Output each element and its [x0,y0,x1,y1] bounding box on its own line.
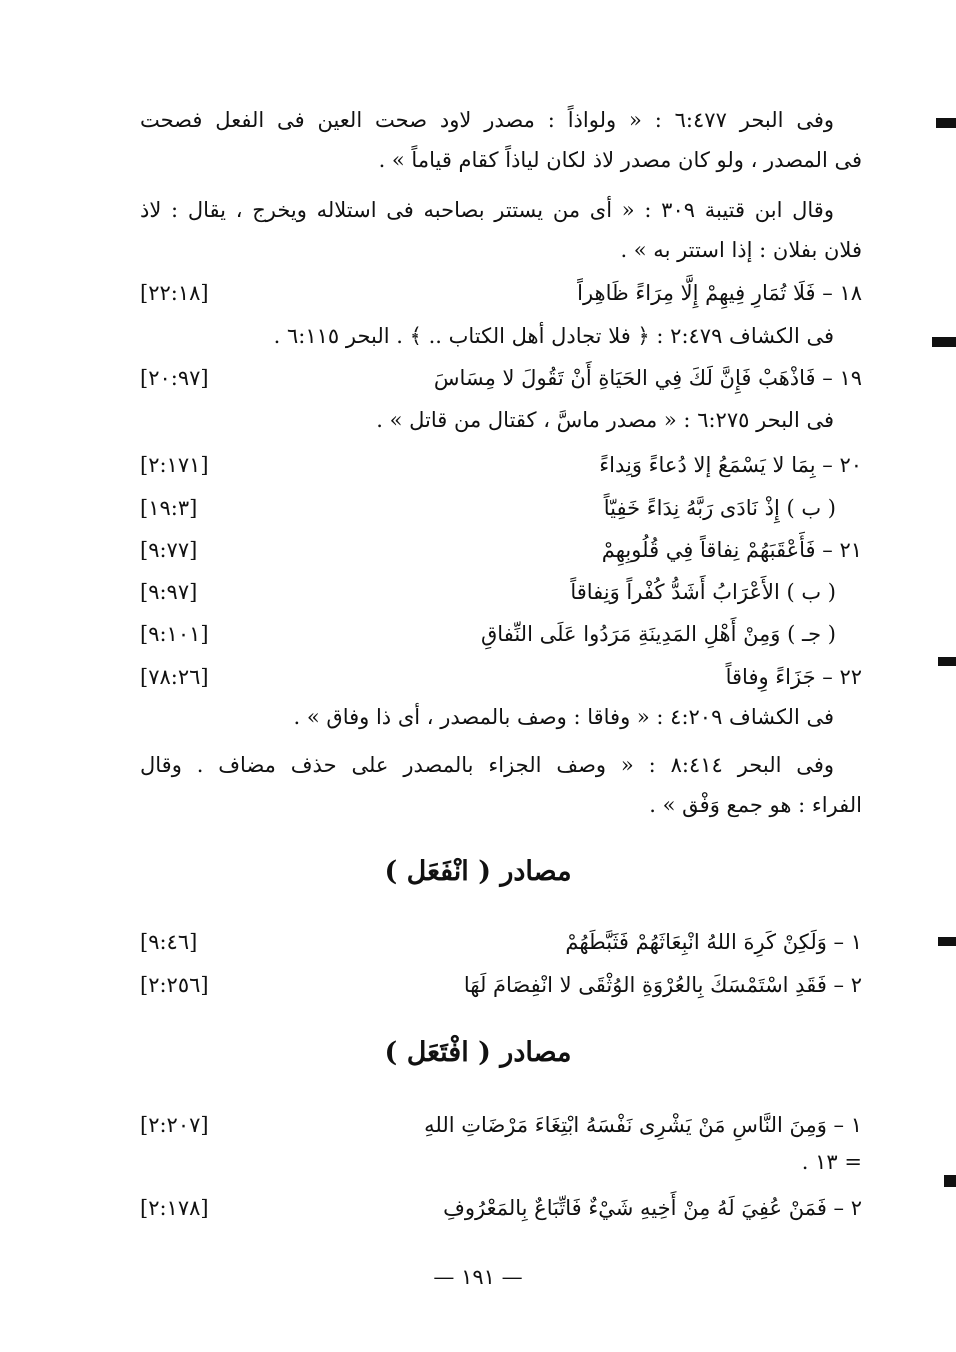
paragraph-line: فلان بفلان : إذا استتر به » . [620,238,862,262]
verse-reference: [٩:١٠١] [140,622,209,646]
verse-text: ٢٢ – جَزَاءً وِفاقاً [725,665,862,689]
verse-entry [140,614,862,654]
scan-edge-mark [932,337,956,347]
verse-text: ٢ – فَمَنْ عُفِيَ لَهُ مِنْ أَخِيهِ شَيْءٌ فَاتِّبَاعٌ بِالمَعْرُوفِ [443,1196,862,1220]
verse-reference: [٩:٩٧] [140,580,198,604]
commentary-note: فى الكشاف ٢:٤٧٩ : ﴿ فلا تجادل أهل الكتاب .. ﴾ . البحر ٦:١١٥ . [273,324,834,348]
verse-reference: [٢:٢٠٧] [140,1113,209,1137]
verse-entry [140,965,862,1005]
verse-text: ١٨ – فَلَا تُمَارِ فِيهِمْ إِلَّا مِرَاءً ظَاهِراً [577,281,862,305]
verse-reference: [٢:١٧١] [140,453,209,477]
section-heading: مصادر ( انْفَعَل ) [384,856,572,887]
verse-entry [140,273,862,313]
verse-entry [140,358,862,398]
page-number: — ١٩١ — [433,1265,523,1289]
commentary-note: الفراء : هو جمع وَفْق » . [649,793,862,817]
verse-entry [140,657,862,697]
verse-entry [140,1188,862,1228]
verse-entry [140,922,862,962]
verse-text: ٢٠ – بِمَا لا يَسْمَعُ إلا دُعاءً وَنِداءً [599,453,862,477]
verse-reference: [٩:٧٧] [140,538,198,562]
scan-edge-mark [938,657,956,666]
verse-reference: [٩:٤٦] [140,930,198,954]
scan-edge-mark [938,937,956,946]
verse-text: ٢ – فَقَدِ اسْتَمْسَكَ بِالعُرْوَةِ الوُثْقَى لا انْفِصَامَ لَهَا [463,973,862,997]
paragraph-line: فى المصدر ، ولو كان مصدر لاذ لكان لياذاً كقام قياماً » . [378,148,862,172]
verse-entry [140,530,862,570]
verse-reference: [١٩:٣] [140,496,198,520]
paragraph-line: وقال ابن قتيبة ٣٠٩ : « أى من يستتر بصاحبه فى استلاله ويخرج ، يقال : لاذ [140,198,834,222]
commentary-note: وفى البحر ٨:٤١٤ : « وصف الجزاء بالمصدر على حذف مضاف . وقال [140,753,834,777]
verse-text: ( جـ ) وَمِنْ أَهْلِ المَدِينَةِ مَرَدُوا عَلَى النِّفاقِ [481,622,836,646]
verse-text: ٢١ – فَأَعْقَبَهُمْ نِفاقاً فِي قُلُوبِهِمْ [601,538,862,562]
commentary-note: فى الكشاف ٤:٢٠٩ : « وفاقا : وصف بالمصدر ، أى ذا وفاق » . [293,705,834,729]
commentary-note: فى البحر ٦:٢٧٥ : « مصدر ماسَّ ، كقتال من قاتل » . [376,408,834,432]
paragraph-line: وفى البحر ٦:٤٧٧ : « ولواذاً : مصدر لاود صحت العين فى الفعل فصحت [140,108,834,132]
continuation-mark: = ١٣ . [801,1150,862,1174]
verse-entry [140,445,862,485]
verse-entry [140,572,862,612]
verse-reference: [٢٠:٩٧] [140,366,209,390]
verse-text: ١ – وَلَكِنْ كَرِهَ اللهُ انْبِعَاثَهُمْ فَثَبَّطَهُمْ [565,930,862,954]
verse-entry [140,1105,862,1145]
verse-text: ( ب ) الأَعْرَابُ أَشَدُّ كُفْراً وَنِفاقاً [570,580,836,604]
scan-edge-mark [944,1175,956,1187]
verse-entry [140,488,862,528]
verse-reference: [٢:١٧٨] [140,1196,209,1220]
scan-edge-mark [936,118,956,128]
section-heading: مصادر ( افْتَعَل ) [384,1037,572,1068]
verse-reference: [٢٢:١٨] [140,281,209,305]
verse-text: ١٩ – فَاذْهَبْ فَإِنَّ لَكَ فِي الحَيَاةِ أَنْ تَقُولَ لا مِسَاسَ [433,366,862,390]
verse-reference: [٧٨:٢٦] [140,665,209,689]
verse-reference: [٢:٢٥٦] [140,973,209,997]
verse-text: ١ – وَمِنَ النَّاسِ مَنْ يَشْرِى نَفْسَهُ ابْتِغَاءَ مَرْضَاتِ اللهِ [424,1113,862,1137]
verse-text: ( ب ) إِذْ نَادَى رَبَّهُ نِدَاءً خَفِيّاً [603,496,836,520]
